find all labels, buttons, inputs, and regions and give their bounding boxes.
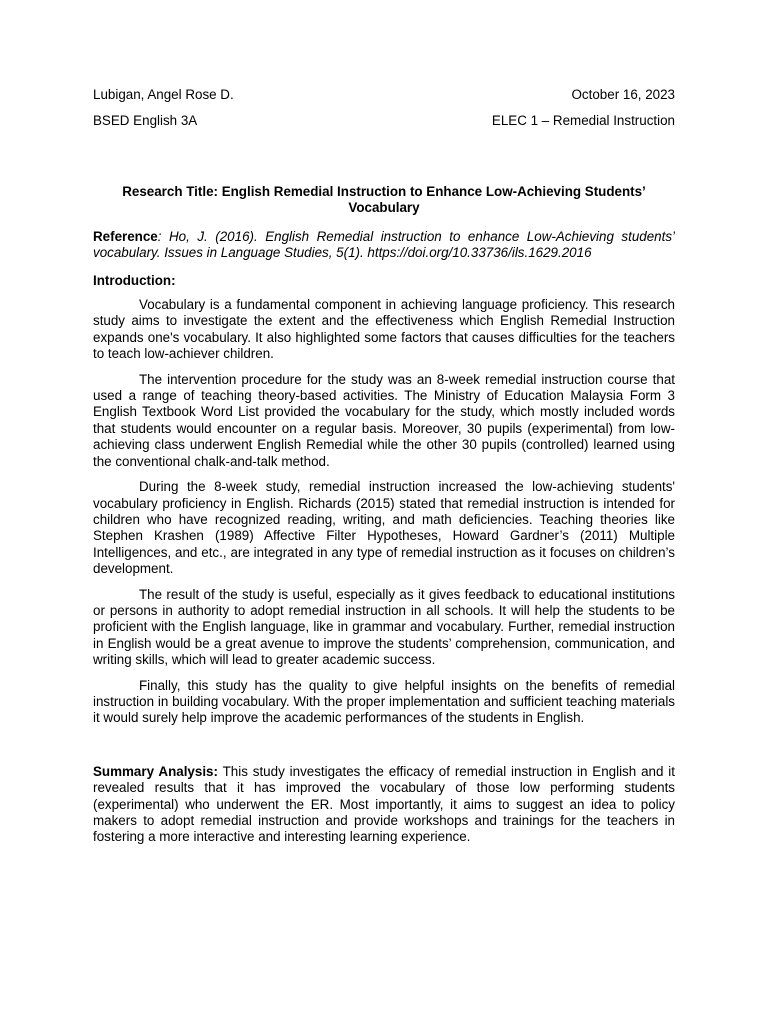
intro-paragraph-1: Vocabulary is a fundamental component in achieving language proficiency. This research study aims to investigate the extent and the effectiveness which English Remedial Instruction expands one's vocabulary. It also highlighted some factors that causes difficulties for the teachers to teach low-achiever children. bbox=[93, 297, 675, 362]
intro-paragraph-4: The result of the study is useful, especially as it gives feedback to educational institutions or persons in authority to adopt remedial instruction in all schools. It will help the students to be proficient with the English language, like in grammar and vocabulary. Further, remedial instruction in English would be a great avenue to improve the students’ comprehension, communication, and writing skills, which will lead to greater academic success. bbox=[93, 586, 675, 668]
course-section: BSED English 3A bbox=[93, 113, 198, 128]
header-row-1 bbox=[93, 87, 675, 103]
header-row-2 bbox=[93, 113, 675, 129]
summary-block bbox=[93, 764, 675, 846]
introduction-heading: Introduction: bbox=[93, 272, 176, 288]
reference-block bbox=[93, 229, 675, 262]
reference-citation: : Ho, J. (2016). English Remedial instruction to enhance Low-Achieving students’ vocabulary. Issues in Language Studies, 5(1). https://doi.org/10.33736/ils.1629.2016 bbox=[93, 228, 675, 261]
student-name: Lubigan, Angel Rose D. bbox=[93, 87, 234, 102]
subject-name: ELEC 1 – Remedial Instruction bbox=[491, 113, 675, 128]
research-title: Research Title: English Remedial Instruction to Enhance Low-Achieving Students’ Vocabulary bbox=[122, 184, 646, 216]
summary-text: This study investigates the efficacy of remedial instruction in English and it revealed results that it has improved the vocabulary of those low performing students (experimental) who underwent the ER. Most importantly, it aims to suggest an idea to policy makers to adopt remedial instruction and provide workshops and trainings for the teachers in fostering a more interactive and interesting learning experience. bbox=[93, 763, 675, 845]
document-body bbox=[93, 87, 675, 846]
document-date: October 16, 2023 bbox=[571, 87, 675, 102]
summary-label: Summary Analysis: bbox=[93, 763, 218, 779]
intro-paragraph-3: During the 8-week study, remedial instruction increased the low-achieving students' vocabulary proficiency in English. Richards (2015) stated that remedial instruction is intended for children who have recognized reading, writing, and math deficiencies. Teaching theories like Stephen Krashen (1989) Affective Filter Hypotheses, Howard Gardner’s (2011) Multiple Intelligences, and etc., are integrated in any type of remedial instruction as it focuses on children’s development. bbox=[93, 479, 675, 577]
reference-label: Reference bbox=[93, 228, 158, 244]
intro-paragraph-2: The intervention procedure for the study was an 8-week remedial instruction course that used a range of teaching theory-based activities. The Ministry of Education Malaysia Form 3 English Textbook Word List provided the vocabulary for the study, which mostly included words that students would encounter on a regular basis. Moreover, 30 pupils (experimental) from low- achieving class underwent English Remedial while the other 30 pupils (controlled) learned using the conventional chalk-and-talk method. bbox=[93, 371, 675, 469]
intro-paragraph-5: Finally, this study has the quality to give helpful insights on the benefits of remedial instruction in building vocabulary. With the proper implementation and sufficient teaching materials it would surely help improve the academic performances of the students in English. bbox=[93, 677, 675, 726]
